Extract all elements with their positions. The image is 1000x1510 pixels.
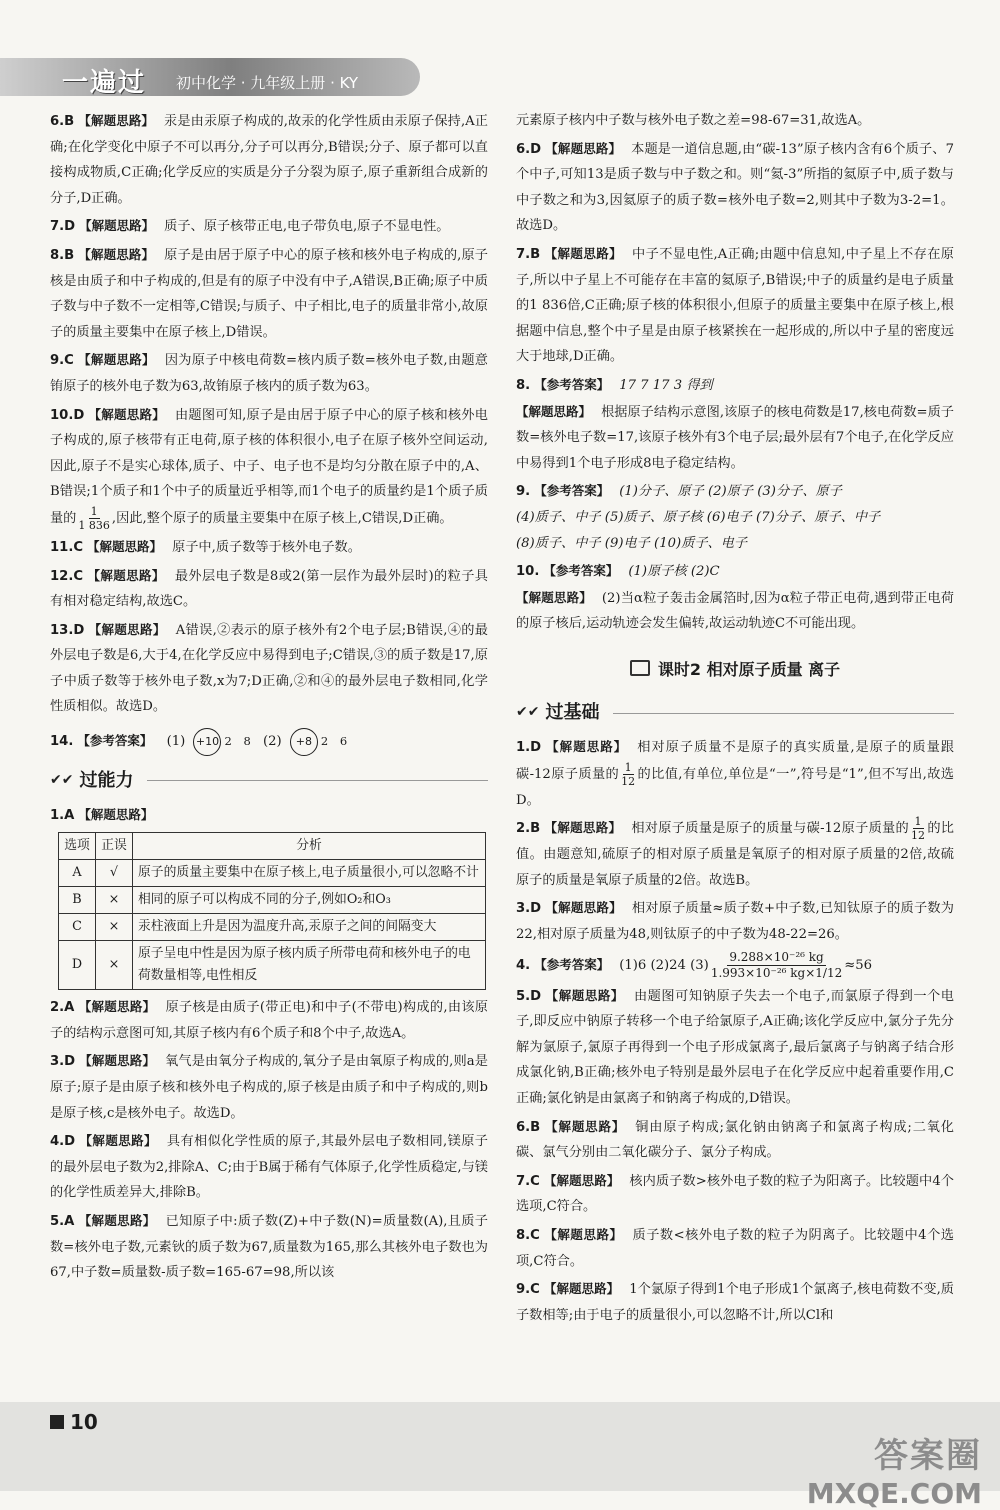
book-icon	[630, 660, 650, 676]
lesson-title: 课时2 相对原子质量 离子	[516, 657, 954, 683]
fraction: $\frac{1}{12}$	[621, 760, 636, 788]
answer-item: 6.B 【解题思路】 汞是由汞原子构成的,故汞的化学性质由汞原子保持,A正确;在化学变化中原子不可以再分,分子可以再分,B错误;分子、原子都可以直接构成物质,C正确;化学反应的实质是分子分裂为原子,原子重新组合成新的分子,D正确。	[50, 113, 488, 206]
watermark-logo: 答案圈 MXQE.COM	[806, 1436, 982, 1510]
section-mark-icon: ✔✔	[50, 772, 74, 789]
answer-item: 14. 【参考答案】 (1) +10 2 8 (2) +8 2 6	[50, 728, 488, 756]
table-row: A √ 原子的质量主要集中在原子核上,电子质量很小,可以忽略不计	[59, 860, 486, 887]
section-mark-icon: ✔✔	[516, 704, 540, 721]
page-marker-icon	[50, 1415, 64, 1429]
table-row: C × 汞柱液面上升是因为温度升高,汞原子之间的间隔变大	[59, 914, 486, 941]
brand-logo: 一遍过	[62, 68, 147, 98]
answer-item: 3.D 【解题思路】 相对原子质量≈质子数+中子数,已知钛原子的质子数为22,相对原子质量为48,则钛原子的中子数为48-22=26。	[516, 900, 954, 943]
answer-item: 8.B 【解题思路】 原子是由居于原子中心的原子核和核外电子构成的,原子核是由质子和中子构成的,但是有的原子中没有中子,A错误,B正确;原子中质子数与中子数不一定相等,C错误;与质子、中子相比,电子的质量非常小,故原子的质量主要集中在原子核上,D错误。	[50, 246, 488, 340]
answer-item: 11.C 【解题思路】 原子中,质子数等于核外电子数。	[50, 538, 361, 555]
answer-item: 2.A 【解题思路】 原子核是由质子(带正电)和中子(不带电)构成的,由该原子的结构示意图可知,其原子核内有6个质子和8个中子,故选A。	[50, 999, 488, 1041]
table-row: D × 原子呈电中性是因为原子核内质子所带电荷和核外电子的电荷数量相等,电性相反	[59, 941, 486, 990]
answer-item: 9.C 【解题思路】 因为原子中核电荷数=核内质子数=核外电子数,由题意铕原子的核外电子数为63,故铕原子核内的质子数为63。	[50, 352, 488, 394]
subject-label: 初中化学 · 九年级上册 · KY	[176, 74, 359, 92]
left-column	[50, 108, 488, 1288]
answer-item: 4. 【参考答案】 (1)6 (2)24 (3) $\frac{\text{9.288×10⁻²⁶ kg}}{\text{1.993×10⁻²⁶ kg×1/12}}$ ≈56	[516, 949, 873, 980]
answer-item: 6.B 【解题思路】 铜由原子构成;氯化钠由钠离子和氯离子构成;二氧化碳、氯气分别由二氧化碳分子、氯分子构成。	[516, 1118, 954, 1161]
answer-item: 3.D 【解题思路】 氧气是由氧分子构成的,氧分子是由氧原子构成的,则a是原子;原子是由原子核和核外电子构成的,原子核是由质子和中子构成的,则b是原子核,c是核外电子。故选D。	[50, 1053, 488, 1121]
table-header: 选项	[59, 833, 96, 860]
answer-item: 7.B 【解题思路】 中子不显电性,A正确;由题中信息知,中子星上不存在原子,所以中子星上不可能存在丰富的氦原子,B错误;中子的质量约是电子质量的1 836倍,C正确;原子核的体积很小,但原子的质量主要集中在原子核上,根据题中信息,整个中子星是由原子核紧挨在一起形成的,所以中子星的密度远大于地球,D正确。	[516, 245, 954, 365]
answer-item: 1.A 【解题思路】	[50, 806, 154, 823]
answer-item: 7.C 【解题思路】 核内质子数>核外电子数的粒子为阳离子。比较题中4个选项,C符合。	[516, 1172, 954, 1215]
fraction: $\frac{1}{1 836}$	[78, 504, 110, 532]
answer-item: 1.D 【解题思路】 相对原子质量不是原子的真实质量,是原子的质量跟碳-12原子质量的 $\frac{1}{12}$ 的比值,有单位,单位是“一”,符号是“1”,但不写出,故选D。	[516, 739, 954, 808]
answer-item: 5.A 【解题思路】 已知原子中:质子数(Z)+中子数(N)=质量数(A),且质子数=核外电子数,元素钬的质子数为67,质量数为165,那么其核外电子数也为67,中子数=质量数-质子数=165-67=98,所以该	[50, 1213, 488, 1281]
answer-item: 10.D 【解题思路】 由题图可知,原子是由居于原子中心的原子核和核外电子构成的,原子核带有正电荷,原子核的体积很小,电子在原子核外空间运动,因此,原子不是实心球体,质子、中子、电子也不是均匀分散在原子中的,A、B错误;1个质子和1个中子的质量近乎相等,而1个电子的质量约是1个质子质量的 $\frac{1}{1 836}$ ,因此,整个原子的质量主要集中在原子核上,C错误,D正确。	[50, 406, 488, 532]
answer-item: 7.D 【解题思路】 质子、原子核带正电,电子带负电,原子不显电性。	[50, 218, 450, 235]
atom-structure-diagram: +10 2 8	[193, 728, 254, 756]
table-header: 分析	[133, 833, 486, 860]
analysis-table	[58, 832, 486, 990]
answer-item: 6.D 【解题思路】 本题是一道信息题,由“碳-13”原子核内含有6个质子、7个中子,可知13是质子数与中子数之和。则“氦-3”所指的氦原子中,质子数与中子数之和为3,因氦原子的质子数=核外电子数=2,则其中子数为3-2=1。故选D。	[516, 140, 954, 234]
atom-structure-diagram: +8 2 6	[290, 728, 351, 756]
answer-item: 8. 【参考答案】 17 7 17 3 得到 【解题思路】 根据原子结构示意图,该原子的核电荷数是17,核电荷数=质子数=核外电子数=17,该原子核外有3个电子层;最外层有7个电子,在化学反应中易得到1个电子形成8电子稳定结构。	[516, 376, 954, 471]
fraction: $\frac{\text{9.288×10⁻²⁶ kg}}{\text{1.993×10⁻²⁶ kg×1/12}}$	[710, 949, 843, 980]
section-heading: ✔✔ 过基础	[516, 700, 954, 726]
answer-item: 8.C 【解题思路】 质子数<核外电子数的粒子为阴离子。比较题中4个选项,C符合。	[516, 1226, 954, 1269]
table-row: B × 相同的原子可以构成不同的分子,例如O₂和O₃	[59, 887, 486, 914]
answer-item: 4.D 【解题思路】 具有相似化学性质的原子,其最外层电子数相同,镁原子的最外层电子数为2,排除A、C;由于B属于稀有气体原子,化学性质稳定,与镁的化学性质差异大,排除B。	[50, 1133, 488, 1201]
answer-item: 9. 【参考答案】 (1)分子、原子 (2)原子 (3)分子、原子 (4)质子、中子 (5)质子、原子核 (6)电子 (7)分子、原子、中子 (8)质子、中子 (9)电子 (10)质子、电子	[516, 483, 881, 551]
answer-item: 13.D 【解题思路】 A错误,②表示的原子核外有2个电子层;B错误,④的最外层电子数是6,大于4,在化学反应中易得到电子;C错误,③的质子数是17,原子中质子数等于核外电子数,x为7;D正确,②和④的最外层电子数相同,化学性质相似。故选D。	[50, 621, 488, 715]
table-header: 正误	[96, 833, 133, 860]
fraction: $\frac{1}{12}$	[911, 815, 926, 843]
section-heading: ✔✔ 过能力	[50, 768, 488, 794]
answer-item: 12.C 【解题思路】 最外层电子数是8或2(第一层作为最外层时)的粒子具有相对稳定结构,故选C。	[50, 567, 488, 610]
page-number: 10	[50, 1410, 98, 1434]
answer-continuation: 元素原子核内中子数与核外电子数之差=98-67=31,故选A。	[516, 113, 871, 128]
answer-item: 5.D 【解题思路】 由题图可知钠原子失去一个电子,而氯原子得到一个电子,即反应中钠原子转移一个电子给氯原子,A正确;该化学反应中,氯分子先分解为氯原子,氯原子再得到一个电子形成氯离子,最后氯离子与钠离子结合形成氯化钠,B正确;核外电子特别是最外层电子在化学反应中起着重要作用,C正确;氯化钠是由氯离子和钠离子构成的,D错误。	[516, 987, 954, 1106]
answer-item: 2.B 【解题思路】 相对原子质量是原子的质量与碳-12原子质量的 $\frac{1}{12}$ 的比值。由题意知,硫原子的相对原子质量是氧原子的相对原子质量的2倍,故硫原子的质量是氧原子质量的2倍。故选B。	[516, 815, 954, 888]
answer-item: 9.C 【解题思路】 1个氯原子得到1个电子形成1个氯离子,核电荷数不变,质子数相等;由于电子的质量很小,可以忽略不计,所以Cl和	[516, 1281, 954, 1323]
right-column	[516, 108, 954, 1330]
answer-item: 10. 【参考答案】 (1)原子核 (2)C 【解题思路】 (2)当α粒子轰击金属箔时,因为α粒子带正电荷,遇到带正电荷的原子核后,运动轨迹会发生偏转,故运动轨迹C不可能出现。	[516, 563, 954, 632]
